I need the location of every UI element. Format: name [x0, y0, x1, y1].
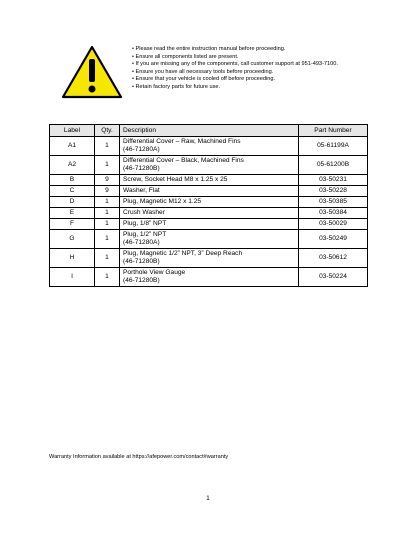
description-line: Plug, Magnetic M12 x 1.25 — [123, 198, 202, 205]
cell-qty: 1 — [95, 249, 120, 268]
cell-label: E — [50, 208, 95, 219]
cell-qty: 1 — [95, 208, 120, 219]
warranty-note: Warranty Information available at https://afepower.com/contact#warranty — [49, 454, 229, 460]
instruction-item: • Ensure that your vehicle is cooled off before proceeding. — [132, 76, 412, 84]
description-line: Plug, 1/2” NPT — [123, 231, 167, 238]
cell-description — [120, 175, 299, 186]
cell-description — [120, 156, 299, 175]
table-row — [50, 156, 368, 175]
description-line: Crush Washer — [123, 209, 165, 216]
description-subline: (46-71280B) — [123, 258, 160, 265]
instruction-item: • Ensure all components listed are present. — [132, 54, 412, 62]
table-row — [50, 249, 368, 268]
table-row — [50, 219, 368, 230]
description-line: Washer, Flat — [123, 187, 160, 194]
cell-qty: 1 — [95, 230, 120, 249]
description-line: Screw, Socket Head M8 x 1.25 x 25 — [123, 176, 228, 183]
description-subline: (46-71280B) — [123, 165, 160, 172]
cell-description — [120, 186, 299, 197]
cell-label: G — [50, 230, 95, 249]
cell-description — [120, 230, 299, 249]
table-row — [50, 208, 368, 219]
cell-label: B — [50, 175, 95, 186]
table-header-row — [50, 125, 368, 137]
cell-part-number: 05-61199A — [299, 137, 368, 156]
page-number: 1 — [206, 495, 210, 502]
table-row — [50, 175, 368, 186]
cell-label: A1 — [50, 137, 95, 156]
description-line: Differential Cover – Black, Machined Fins — [123, 157, 244, 164]
cell-description — [120, 208, 299, 219]
cell-part-number: 03-50384 — [299, 208, 368, 219]
instruction-item: • Retain factory parts for future use. — [132, 84, 412, 92]
instruction-item: • Please read the entire instruction manual before proceeding. — [132, 46, 412, 54]
cell-label: H — [50, 249, 95, 268]
cell-description — [120, 219, 299, 230]
cell-part-number: 03-50249 — [299, 230, 368, 249]
cell-qty: 1 — [95, 156, 120, 175]
instruction-list — [132, 46, 412, 92]
table-row — [50, 268, 368, 287]
description-line: Porthole View Gauge — [123, 269, 186, 276]
cell-label: C — [50, 186, 95, 197]
cell-part-number: 03-50224 — [299, 268, 368, 287]
cell-description — [120, 268, 299, 287]
instruction-item: • If you are missing any of the components, call customer support at 951-493-7100. — [132, 61, 412, 69]
cell-qty: 1 — [95, 219, 120, 230]
cell-part-number: 03-50231 — [299, 175, 368, 186]
cell-qty: 9 — [95, 175, 120, 186]
cell-label: D — [50, 197, 95, 208]
header-qty: Qty. — [95, 125, 120, 137]
instruction-item: • Ensure you have all necessary tools before proceeding. — [132, 69, 412, 77]
description-line: Plug, 1/8” NPT — [123, 220, 167, 227]
cell-description — [120, 249, 299, 268]
warning-triangle-icon — [60, 44, 124, 100]
table-row — [50, 186, 368, 197]
table-row — [50, 230, 368, 249]
cell-part-number: 03-50612 — [299, 249, 368, 268]
cell-label: F — [50, 219, 95, 230]
description-line: Differential Cover – Raw, Machined Fins — [123, 138, 241, 145]
cell-part-number: 03-50385 — [299, 197, 368, 208]
cell-label: I — [50, 268, 95, 287]
description-subline: (46-71280B) — [123, 277, 160, 284]
header-part-number: Part Number — [299, 125, 368, 137]
cell-part-number: 03-50228 — [299, 186, 368, 197]
description-subline: (46-71280A) — [123, 239, 160, 246]
cell-qty: 1 — [95, 197, 120, 208]
cell-part-number: 03-50029 — [299, 219, 368, 230]
header-label: Label — [50, 125, 95, 137]
description-line: Plug, Magnetic 1/2” NPT, 3” Deep Reach — [123, 250, 243, 257]
parts-table — [49, 124, 368, 287]
cell-part-number: 05-61200B — [299, 156, 368, 175]
table-row — [50, 197, 368, 208]
cell-qty: 9 — [95, 186, 120, 197]
header-description: Description — [120, 125, 299, 137]
cell-description — [120, 137, 299, 156]
table-row — [50, 137, 368, 156]
cell-qty: 1 — [95, 268, 120, 287]
description-subline: (46-71280A) — [123, 146, 160, 153]
cell-label: A2 — [50, 156, 95, 175]
cell-qty: 1 — [95, 137, 120, 156]
cell-description — [120, 197, 299, 208]
